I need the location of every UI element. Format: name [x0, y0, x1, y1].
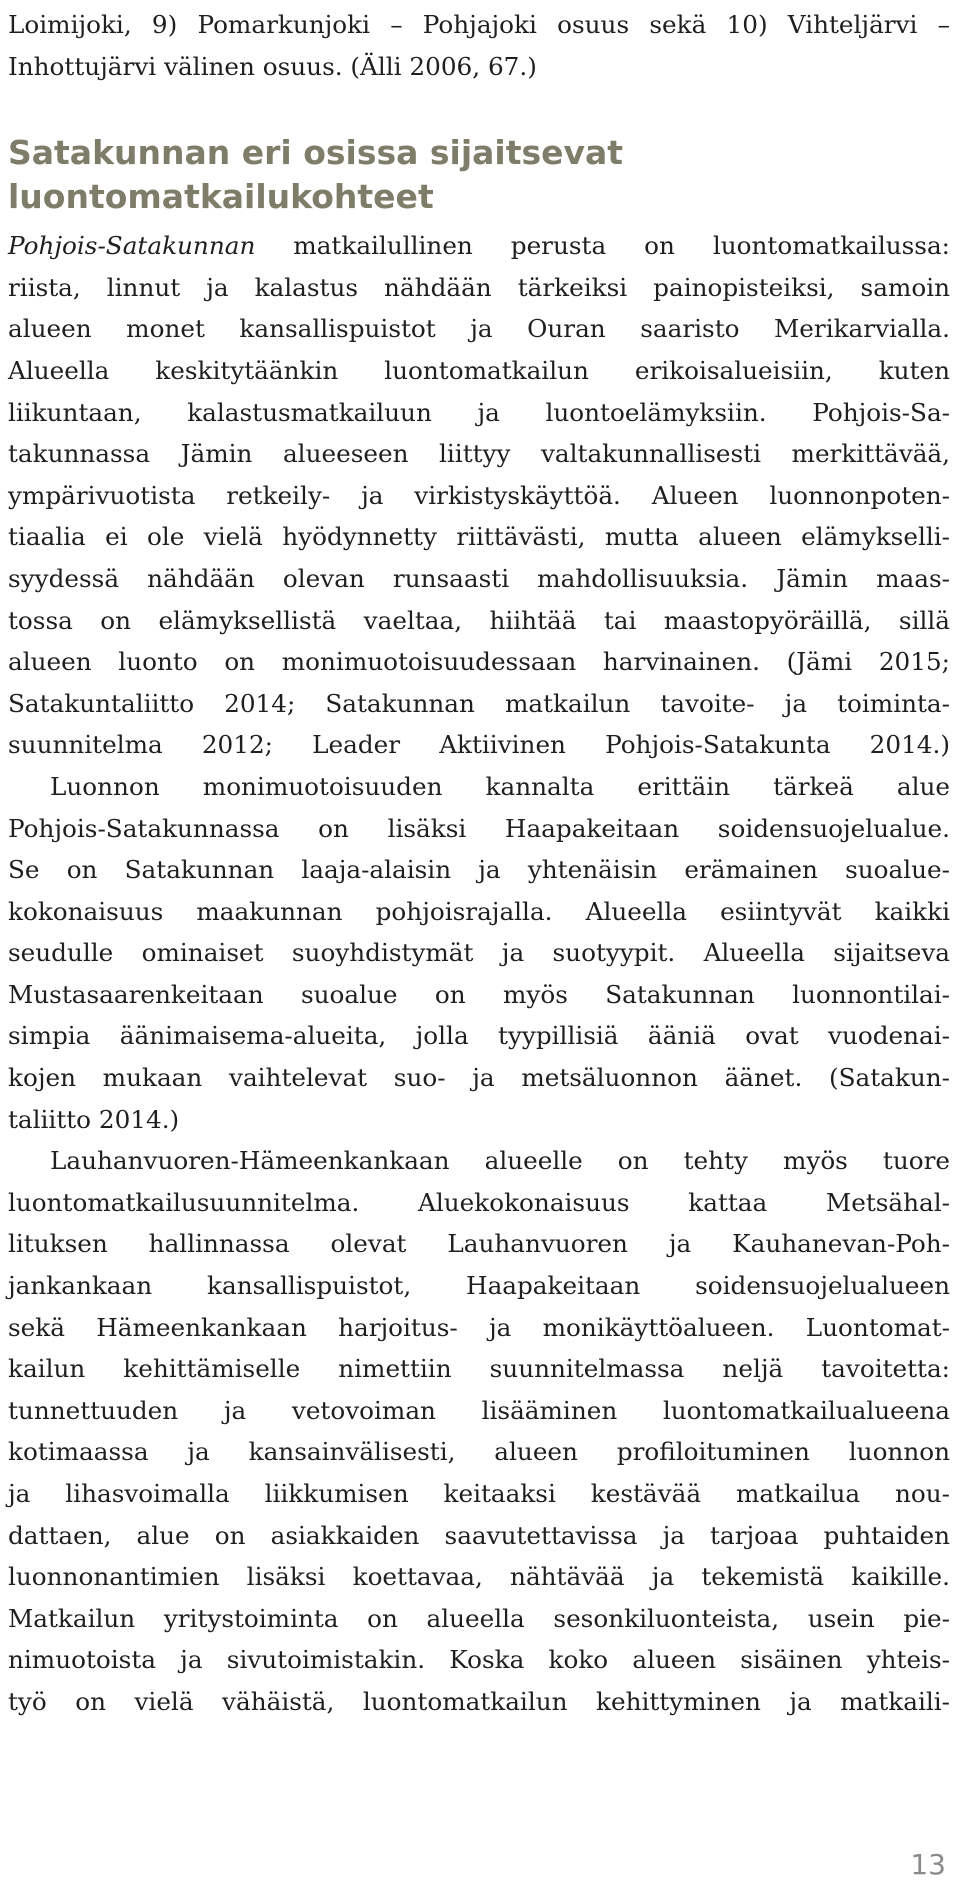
- text-line: Inhottujärvi välinen osuus. (Älli 2006, 67.): [8, 51, 537, 81]
- text-line: sekä Hämeenkankaan harjoitus- ja monikäyttöalueen. Luontomat-: [8, 1312, 950, 1342]
- text-line: alueen luonto on monimuotoisuudessaan harvinainen. (Jämi 2015;: [8, 647, 950, 677]
- text-line: Luonnon monimuotoisuuden kannalta erittäin tärkeä alue: [50, 771, 950, 801]
- text-line: kokonaisuus maakunnan pohjoisrajalla. Alueella esiintyvät kaikki: [8, 896, 950, 926]
- italic-lead: Pohjois-Satakunnan: [8, 231, 256, 261]
- text-line: taliitto 2014.): [8, 1104, 180, 1134]
- text-line: Alueella keskitytäänkin luontomatkailun erikoisalueisiin, kuten: [8, 355, 950, 385]
- paragraph-1: [8, 225, 950, 766]
- text-line: kojen mukaan vaihtelevat suo- ja metsäluonnon äänet. (Satakun-: [8, 1063, 950, 1093]
- text-line: [8, 225, 950, 267]
- text-line: ympärivuotista retkeily- ja virkistyskäyttöä. Alueen luonnonpoten-: [8, 480, 950, 510]
- text-line: takunnassa Jämin alueeseen liittyy valtakunnallisesti merkittävää,: [8, 439, 950, 469]
- intro-paragraph: [8, 4, 950, 87]
- section-heading: [8, 131, 950, 219]
- text-line: alueen monet kansallispuistot ja Ouran saaristo Merikarvialla.: [8, 314, 950, 344]
- text-line: tossa on elämyksellistä vaeltaa, hiihtää tai maastopyöräillä, sillä: [8, 605, 950, 635]
- text-line: työ on vielä vähäistä, luontomatkailun kehittyminen ja matkaili-: [8, 1686, 950, 1716]
- page-number: 13: [910, 1848, 946, 1881]
- text-line: simpia äänimaisema-alueita, jolla tyypillisiä ääniä ovat vuodenai-: [8, 1021, 950, 1051]
- text-line: Pohjois-Satakunnassa on lisäksi Haapakeitaan soidensuojelualue.: [8, 813, 950, 843]
- text-line: lituksen hallinnassa olevat Lauhanvuoren ja Kauhanevan-Poh-: [8, 1229, 950, 1259]
- text-line: Mustasaarenkeitaan suoalue on myös Satakunnan luonnontilai-: [8, 979, 950, 1009]
- text-run: matkailullinen perusta on luontomatkailussa:: [255, 231, 950, 261]
- heading-line: Satakunnan eri osissa sijaitsevat: [8, 133, 624, 173]
- text-line: seudulle ominaiset suoyhdistymät ja suotyypit. Alueella sijaitseva: [8, 938, 950, 968]
- text-line: Lauhanvuoren-Hämeenkankaan alueelle on tehty myös tuore: [50, 1146, 950, 1176]
- text-line: Loimijoki, 9) Pomarkunjoki – Pohjajoki osuus sekä 10) Vihteljärvi –: [8, 10, 950, 39]
- text-line: Satakuntaliitto 2014; Satakunnan matkailun tavoite- ja toiminta-: [8, 688, 950, 718]
- text-line: luontomatkailusuunnitelma. Aluekokonaisuus kattaa Metsähal-: [8, 1187, 950, 1217]
- document-page: [8, 4, 950, 1723]
- text-line: jankankaan kansallispuistot, Haapakeitaan soidensuojelualueen: [8, 1271, 950, 1301]
- text-line: suunnitelma 2012; Leader Aktiivinen Pohjois-Satakunta 2014.): [8, 730, 950, 760]
- text-line: nimuotoista ja sivutoimistakin. Koska koko alueen sisäinen yhteis-: [8, 1645, 950, 1675]
- text-line: Matkailun yritystoiminta on alueella sesonkiluonteista, usein pie-: [8, 1603, 950, 1633]
- heading-line: luontomatkailukohteet: [8, 177, 434, 217]
- text-line: dattaen, alue on asiakkaiden saavutettavissa ja tarjoaa puhtaiden: [8, 1520, 950, 1550]
- text-line: kailun kehittämiselle nimettiin suunnitelmassa neljä tavoitetta:: [8, 1354, 950, 1384]
- text-line: liikuntaan, kalastusmatkailuun ja luontoelämyksiin. Pohjois-Sa-: [8, 397, 950, 427]
- text-line: riista, linnut ja kalastus nähdään tärkeiksi painopisteiksi, samoin: [8, 272, 950, 302]
- paragraph-3: [8, 1140, 950, 1722]
- text-line: tunnettuuden ja vetovoiman lisääminen luontomatkailualueena: [8, 1395, 950, 1425]
- text-line: ja lihasvoimalla liikkumisen keitaaksi kestävää matkailua nou-: [8, 1479, 950, 1508]
- text-line: tiaalia ei ole vielä hyödynnetty riittävästi, mutta alueen elämykselli-: [8, 522, 950, 552]
- paragraph-2: [8, 766, 950, 1140]
- text-line: syydessä nähdään olevan runsaasti mahdollisuuksia. Jämin maas-: [8, 563, 950, 593]
- text-line: luonnonantimien lisäksi koettavaa, nähtävää ja tekemistä kaikille.: [8, 1562, 950, 1592]
- text-line: kotimaassa ja kansainvälisesti, alueen profiloituminen luonnon: [8, 1437, 950, 1467]
- text-line: Se on Satakunnan laaja-alaisin ja yhtenäisin erämainen suoalue-: [8, 855, 950, 885]
